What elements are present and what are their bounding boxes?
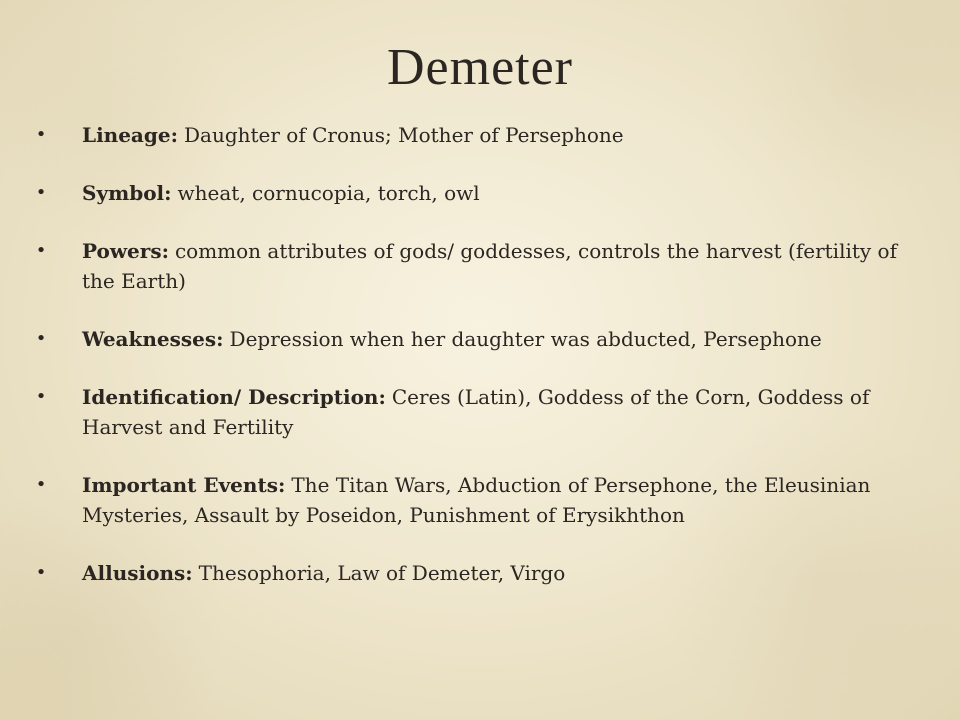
bullet-dot-icon: • xyxy=(35,182,47,203)
bullet-text: wheat, cornucopia, torch, owl xyxy=(177,181,480,205)
bullet-term: Allusions: xyxy=(82,561,193,585)
bullet-text: Thesophoria, Law of Demeter, Virgo xyxy=(198,561,566,585)
bullet-text: The Titan Wars, Abduction of Persephone, the Eleusinian Mysteries, Assault by Poseidon, Punishment of Erysikhthon xyxy=(82,473,871,527)
bullet-dot-icon: • xyxy=(35,386,47,407)
bullet-important-events xyxy=(34,470,914,530)
bullet-term: Powers: xyxy=(82,239,169,263)
bullet-allusions xyxy=(34,558,914,588)
bullet-weaknesses xyxy=(34,324,914,354)
bullet-dot-icon: • xyxy=(35,562,47,583)
bullet-dot-icon: • xyxy=(35,124,47,145)
bullet-term: Symbol: xyxy=(82,181,172,205)
bullet-term: Identification/ Description: xyxy=(82,385,386,409)
bullet-lineage xyxy=(34,120,914,150)
bullet-term: Weaknesses: xyxy=(82,327,224,351)
bullet-text: Daughter of Cronus; Mother of Persephone xyxy=(183,123,624,147)
bullet-text: Ceres (Latin), Goddess of the Corn, Goddess of Harvest and Fertility xyxy=(82,385,870,439)
bullet-powers xyxy=(34,236,914,296)
bullet-term: Lineage: xyxy=(82,123,178,147)
bullet-text: Depression when her daughter was abducted, Persephone xyxy=(229,327,822,351)
slide-title: Demeter xyxy=(386,39,573,96)
bullet-identification xyxy=(34,382,914,442)
bullet-dot-icon: • xyxy=(35,474,47,495)
bullet-dot-icon: • xyxy=(35,240,47,261)
bullet-symbol xyxy=(34,178,914,208)
bullet-term: Important Events: xyxy=(82,473,286,497)
bullet-text: common attributes of gods/ goddesses, controls the harvest (fertility of the Earth) xyxy=(82,239,897,293)
bullet-list xyxy=(34,120,914,616)
bullet-dot-icon: • xyxy=(35,328,47,349)
